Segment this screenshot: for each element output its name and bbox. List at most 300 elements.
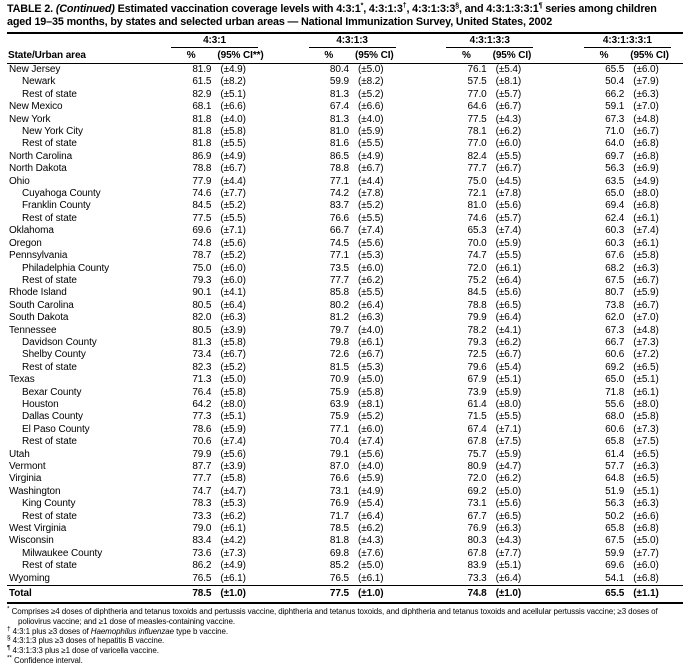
area-cell: South Dakota [9, 312, 69, 324]
area-cell: Rest of state [22, 88, 77, 100]
pct-cell: 85.8 [329, 287, 349, 299]
column-gap [545, 225, 583, 237]
group-header-row [7, 33, 683, 48]
table-row [7, 523, 683, 535]
group-label: 4:3:1:3:3 [446, 35, 533, 48]
ci-cell: (±5.2) [358, 88, 384, 100]
area-cell: Bexar County [22, 386, 82, 398]
column-gap [545, 200, 583, 212]
column-gap [270, 498, 308, 510]
column-gap [408, 33, 446, 48]
column-gap [408, 362, 446, 374]
ci-cell: (±6.1) [358, 572, 384, 584]
pct-cell: 69.7 [605, 150, 625, 162]
pct-cell: 64.2 [192, 398, 212, 410]
pct-cell: 61.5 [192, 76, 212, 88]
column-gap [408, 300, 446, 312]
pct-cell: 74.2 [329, 188, 349, 200]
area-cell: Franklin County [22, 200, 91, 212]
area-cell: Rest of state [22, 138, 77, 150]
pct-cell: 77.7 [329, 274, 349, 286]
ci-cell: (±6.8) [633, 572, 659, 584]
table-row [7, 176, 683, 188]
column-gap [408, 523, 446, 535]
pct-cell: 72.0 [467, 262, 487, 274]
table-row [7, 138, 683, 150]
pct-cell: 79.8 [329, 336, 349, 348]
ci-cell: (±1.1) [624, 586, 683, 604]
column-gap [270, 325, 308, 337]
pct-cell: 82.4 [467, 150, 487, 162]
table-row [7, 200, 683, 212]
ci-cell: (±7.8) [358, 188, 384, 200]
table-row [7, 250, 683, 262]
area-cell: Washington [9, 485, 61, 497]
ci-cell: (±5.1) [633, 374, 659, 386]
pct-cell: 75.0 [192, 262, 212, 274]
pct-cell: 65.0 [605, 188, 625, 200]
pct-cell: 59.1 [605, 101, 625, 113]
column-gap [545, 573, 583, 586]
ci-cell: (±5.0) [220, 374, 246, 386]
area-cell: New York City [22, 126, 83, 138]
column-gap [545, 362, 583, 374]
ci-cell: (±6.2) [220, 510, 246, 522]
pct-cell: 81.2 [329, 312, 349, 324]
column-gap [408, 573, 446, 586]
pct-cell: 80.5 [192, 299, 212, 311]
ci-cell: (±4.0) [358, 113, 384, 125]
pct-cell: 60.3 [605, 237, 625, 249]
pct-cell: 81.8 [192, 113, 212, 125]
column-gap [408, 387, 446, 399]
area-cell: Cuyahoga County [22, 188, 101, 200]
ci-cell: (±6.6) [633, 510, 659, 522]
ci-cell: (±7.1) [495, 423, 522, 435]
pct-cell: 77.7 [192, 473, 212, 485]
column-gap [270, 250, 308, 262]
ci-cell: (±6.9) [633, 163, 659, 175]
state-column-header: State/Urban area [7, 48, 171, 64]
ci-cell: (±5.2) [358, 411, 384, 423]
table-row [7, 424, 683, 436]
ci-cell: (±1.0) [211, 586, 270, 604]
ci-cell: (±6.5) [495, 510, 522, 522]
ci-cell: (±6.4) [358, 510, 384, 522]
pct-cell: 75.0 [467, 175, 487, 187]
pct-cell: 78.3 [192, 498, 212, 510]
group-header-431 [171, 33, 270, 48]
column-gap [270, 263, 308, 275]
column-gap [545, 163, 583, 175]
ci-cell: (±6.4) [495, 312, 522, 324]
column-gap [545, 126, 583, 138]
ci-cell: (±7.3) [220, 547, 246, 559]
pct-cell: 71.5 [467, 411, 487, 423]
pct-cell: 66.7 [329, 225, 349, 237]
ci-cell: (±7.0) [633, 312, 659, 324]
pct-cell: 68.1 [192, 101, 212, 113]
area-cell: New Jersey [9, 64, 61, 75]
pct-cell: 74.8 [192, 237, 212, 249]
ci-cell: (±5.4) [358, 498, 384, 510]
pct-header: % [309, 48, 349, 64]
pct-cell: 80.7 [605, 287, 625, 299]
ci-cell: (±5.2) [358, 200, 384, 212]
total-row [7, 586, 683, 604]
ci-cell: (±1.0) [487, 586, 546, 604]
ci-cell: (±4.9) [220, 64, 246, 75]
pct-cell: 65.8 [605, 523, 625, 535]
ci-cell: (±4.4) [358, 175, 384, 187]
ci-cell: (±5.9) [358, 126, 384, 138]
column-gap [408, 138, 446, 150]
column-gap [408, 213, 446, 225]
ci-cell: (±5.6) [495, 498, 522, 510]
ci-cell: (±4.8) [633, 113, 659, 125]
pct-cell: 83.4 [192, 535, 212, 547]
column-gap [545, 511, 583, 523]
table-row [7, 287, 683, 299]
column-gap [408, 399, 446, 411]
ci-cell: (±6.1) [220, 572, 246, 584]
pct-cell: 61.4 [467, 398, 487, 410]
pct-cell: 62.0 [605, 312, 625, 324]
column-gap [408, 586, 446, 604]
ci-cell: (±8.1) [495, 76, 522, 88]
footnote-marker: † [7, 625, 11, 632]
pct-cell: 73.1 [329, 485, 349, 497]
ci-cell: (±5.8) [633, 250, 659, 262]
pct-cell: 75.9 [329, 386, 349, 398]
ci-cell: (±5.1) [633, 485, 659, 497]
area-cell: North Dakota [9, 163, 67, 175]
area-cell: Rest of state [22, 274, 77, 286]
group-header-43133 [446, 33, 545, 48]
pct-cell: 65.0 [605, 374, 625, 386]
table-row [7, 436, 683, 448]
table-row [7, 511, 683, 523]
pct-cell: 78.7 [192, 250, 212, 262]
column-gap [270, 461, 308, 473]
ci-cell: (±5.5) [495, 411, 522, 423]
table-row [7, 275, 683, 287]
ci-cell: (±5.6) [495, 287, 522, 299]
ci-cell: (±5.5) [495, 150, 522, 162]
ci-cell: (±4.0) [220, 113, 246, 125]
ci-cell: (±6.3) [633, 262, 659, 274]
ci-cell: (±6.6) [358, 101, 384, 113]
ci-cell: (±4.5) [495, 175, 522, 187]
state-column-spacer [7, 33, 171, 48]
pct-cell: 83.7 [329, 200, 349, 212]
pct-cell: 75.7 [467, 448, 487, 460]
pct-cell: 74.7 [467, 250, 487, 262]
column-gap [408, 76, 446, 88]
pct-cell: 79.1 [329, 448, 349, 460]
pct-cell: 71.8 [605, 386, 625, 398]
table-row [7, 387, 683, 399]
table-row [7, 89, 683, 101]
pct-cell: 74.5 [329, 237, 349, 249]
group-header-431331 [584, 33, 683, 48]
ci-cell: (±6.2) [495, 473, 522, 485]
ci-cell: (±6.0) [633, 560, 659, 572]
pct-cell: 81.8 [329, 535, 349, 547]
table-row [7, 362, 683, 374]
column-gap [408, 312, 446, 324]
pct-cell: 77.0 [467, 138, 487, 150]
area-cell: Shelby County [22, 349, 86, 361]
column-gap [545, 287, 583, 299]
column-gap [545, 498, 583, 510]
column-gap [545, 473, 583, 485]
ci-cell: (±4.8) [633, 324, 659, 336]
pct-cell: 80.5 [192, 324, 212, 336]
pct-cell: 84.5 [192, 200, 212, 212]
pct-header: % [171, 48, 211, 64]
ci-cell: (±5.8) [220, 386, 246, 398]
pct-cell: 57.7 [605, 461, 625, 472]
pct-cell: 76.5 [329, 572, 349, 584]
area-cell: Utah [9, 448, 30, 460]
column-gap [270, 287, 308, 299]
column-gap [270, 138, 308, 150]
pct-cell: 72.0 [467, 473, 487, 485]
table-row [7, 560, 683, 572]
ci-cell: (±6.1) [633, 212, 659, 224]
pct-cell: 71.3 [192, 374, 212, 386]
ci-cell: (±5.5) [358, 287, 384, 299]
column-gap [408, 424, 446, 436]
pct-cell: 59.9 [605, 547, 625, 559]
column-gap [545, 238, 583, 250]
column-gap [545, 176, 583, 188]
ci-cell: (±7.3) [633, 336, 659, 348]
column-gap [408, 535, 446, 547]
ci-cell: (±5.4) [495, 361, 522, 373]
ci-cell: (±7.5) [633, 436, 659, 448]
column-gap [545, 374, 583, 386]
pct-cell: 81.8 [192, 126, 212, 138]
ci-cell: (±6.7) [633, 299, 659, 311]
ci-cell: (±5.9) [358, 473, 384, 485]
ci-cell: (±7.0) [633, 101, 659, 113]
column-gap [270, 312, 308, 324]
ci-cell: (±6.7) [633, 126, 659, 138]
ci-cell: (±4.1) [220, 287, 246, 299]
group-label: 4:3:1 [171, 35, 258, 48]
ci-cell: (±4.3) [495, 535, 522, 547]
column-gap [545, 424, 583, 436]
ci-cell: (±6.7) [495, 349, 522, 361]
ci-cell: (±5.3) [220, 498, 246, 510]
area-cell: South Carolina [9, 299, 74, 311]
pct-cell: 66.7 [605, 336, 625, 348]
column-gap [545, 213, 583, 225]
pct-cell: 67.3 [605, 113, 625, 125]
ci-cell: (±5.6) [220, 448, 246, 460]
pct-cell: 84.5 [467, 287, 487, 299]
area-cell: Rest of state [22, 212, 77, 224]
ci-cell: (±5.8) [220, 473, 246, 485]
ci-cell: (±4.9) [633, 175, 659, 187]
ci-cell: (±7.4) [358, 436, 384, 448]
column-gap [270, 424, 308, 436]
table-row [7, 473, 683, 485]
ci-cell: (±7.7) [495, 547, 522, 559]
area-cell: Rest of state [22, 560, 77, 572]
column-gap [270, 486, 308, 498]
ci-cell: (±8.2) [220, 76, 246, 88]
table-row [7, 573, 683, 586]
pct-cell: 80.2 [329, 299, 349, 311]
pct-cell: 73.1 [467, 498, 487, 510]
column-gap [270, 523, 308, 535]
pct-cell: 77.7 [467, 163, 487, 175]
ci-cell: (±8.0) [495, 398, 522, 410]
column-gap [545, 548, 583, 560]
pct-cell: 78.8 [192, 163, 212, 175]
ci-cell: (±6.0) [358, 423, 384, 435]
column-gap [270, 48, 308, 64]
ci-cell: (±6.7) [495, 101, 522, 113]
table-row [7, 114, 683, 126]
column-gap [270, 238, 308, 250]
ci-cell: (±6.3) [220, 312, 246, 324]
ci-cell: (±4.0) [358, 461, 384, 472]
column-gap [408, 473, 446, 485]
table-row [7, 535, 683, 547]
ci-cell: (±5.5) [358, 212, 384, 224]
ci-cell: (±4.7) [495, 461, 522, 472]
ci-cell: (±6.6) [220, 101, 246, 113]
pct-cell: 68.0 [605, 411, 625, 423]
column-gap [408, 101, 446, 113]
ci-cell: (±6.8) [633, 200, 659, 212]
pct-cell: 78.8 [467, 299, 487, 311]
column-gap [270, 225, 308, 237]
area-cell: Pennsylvania [9, 250, 68, 262]
ci-cell: (±7.8) [495, 188, 522, 200]
area-cell: Vermont [9, 461, 46, 472]
pct-cell: 76.6 [329, 212, 349, 224]
column-gap [270, 337, 308, 349]
ci-cell: (±6.7) [633, 274, 659, 286]
ci-cell: (±7.4) [633, 225, 659, 237]
column-gap [270, 176, 308, 188]
pct-cell: 77.3 [192, 411, 212, 423]
column-gap [545, 349, 583, 361]
table-row [7, 225, 683, 237]
pct-cell: 77.1 [329, 175, 349, 187]
column-gap [408, 188, 446, 200]
ci-cell: (±6.5) [633, 361, 659, 373]
pct-cell: 69.2 [605, 361, 625, 373]
ci-cell: (±6.1) [220, 523, 246, 535]
column-gap [408, 486, 446, 498]
pct-cell: 73.9 [467, 386, 487, 398]
ci-cell: (±6.8) [633, 523, 659, 535]
pct-cell: 78.5 [171, 586, 211, 604]
table-row [7, 126, 683, 138]
area-cell: Davidson County [22, 336, 97, 348]
ci-cell: (±5.2) [220, 250, 246, 262]
ci-cell: (±5.7) [495, 212, 522, 224]
sub-header-row [7, 48, 683, 64]
table-row [7, 238, 683, 250]
column-gap [408, 349, 446, 361]
table-row [7, 263, 683, 275]
ci-cell: (±7.2) [633, 349, 659, 361]
column-gap [270, 535, 308, 547]
ci-cell: (±7.5) [495, 436, 522, 448]
column-gap [408, 374, 446, 386]
pct-cell: 69.2 [467, 485, 487, 497]
pct-cell: 81.8 [192, 138, 212, 150]
ci-cell: (±6.0) [358, 262, 384, 274]
ci-cell: (±6.4) [358, 299, 384, 311]
ci-cell: (±6.5) [633, 473, 659, 485]
table-row [7, 325, 683, 337]
area-cell: Tennessee [9, 324, 57, 336]
pct-cell: 67.5 [605, 535, 625, 547]
pct-cell: 73.3 [192, 510, 212, 522]
area-cell: Rest of state [22, 361, 77, 373]
pct-cell: 74.8 [446, 586, 486, 604]
area-cell: Dallas County [22, 411, 83, 423]
column-gap [545, 275, 583, 287]
pct-cell: 77.0 [467, 88, 487, 100]
column-gap [408, 64, 446, 77]
ci-cell: (±5.5) [358, 138, 384, 150]
pct-cell: 74.7 [192, 485, 212, 497]
area-cell: Rest of state [22, 510, 77, 522]
column-gap [408, 548, 446, 560]
pct-cell: 73.6 [192, 547, 212, 559]
pct-cell: 50.2 [605, 510, 625, 522]
pct-cell: 71.7 [329, 510, 349, 522]
area-cell: New York [9, 113, 51, 125]
ci-cell: (±7.1) [220, 225, 246, 237]
pct-cell: 79.3 [192, 274, 212, 286]
ci-cell: (±7.4) [220, 436, 246, 448]
pct-cell: 69.8 [329, 547, 349, 559]
column-gap [545, 486, 583, 498]
ci-cell: (±5.1) [220, 88, 246, 100]
pct-cell: 81.6 [329, 138, 349, 150]
column-gap [270, 213, 308, 225]
pct-cell: 64.6 [467, 101, 487, 113]
pct-header: % [584, 48, 624, 64]
pct-cell: 65.5 [605, 64, 625, 75]
ci-cell: (±7.7) [633, 547, 659, 559]
column-gap [408, 263, 446, 275]
pct-cell: 79.3 [467, 336, 487, 348]
column-gap [408, 511, 446, 523]
pct-cell: 80.9 [467, 461, 487, 472]
pct-cell: 87.7 [192, 461, 212, 472]
column-gap [270, 449, 308, 461]
table-row [7, 337, 683, 349]
column-gap [545, 250, 583, 262]
column-gap [545, 461, 583, 473]
ci-cell: (±7.6) [358, 547, 384, 559]
column-gap [408, 176, 446, 188]
table-row [7, 498, 683, 510]
pct-cell: 87.0 [329, 461, 349, 472]
ci-cell: (±5.0) [495, 485, 522, 497]
